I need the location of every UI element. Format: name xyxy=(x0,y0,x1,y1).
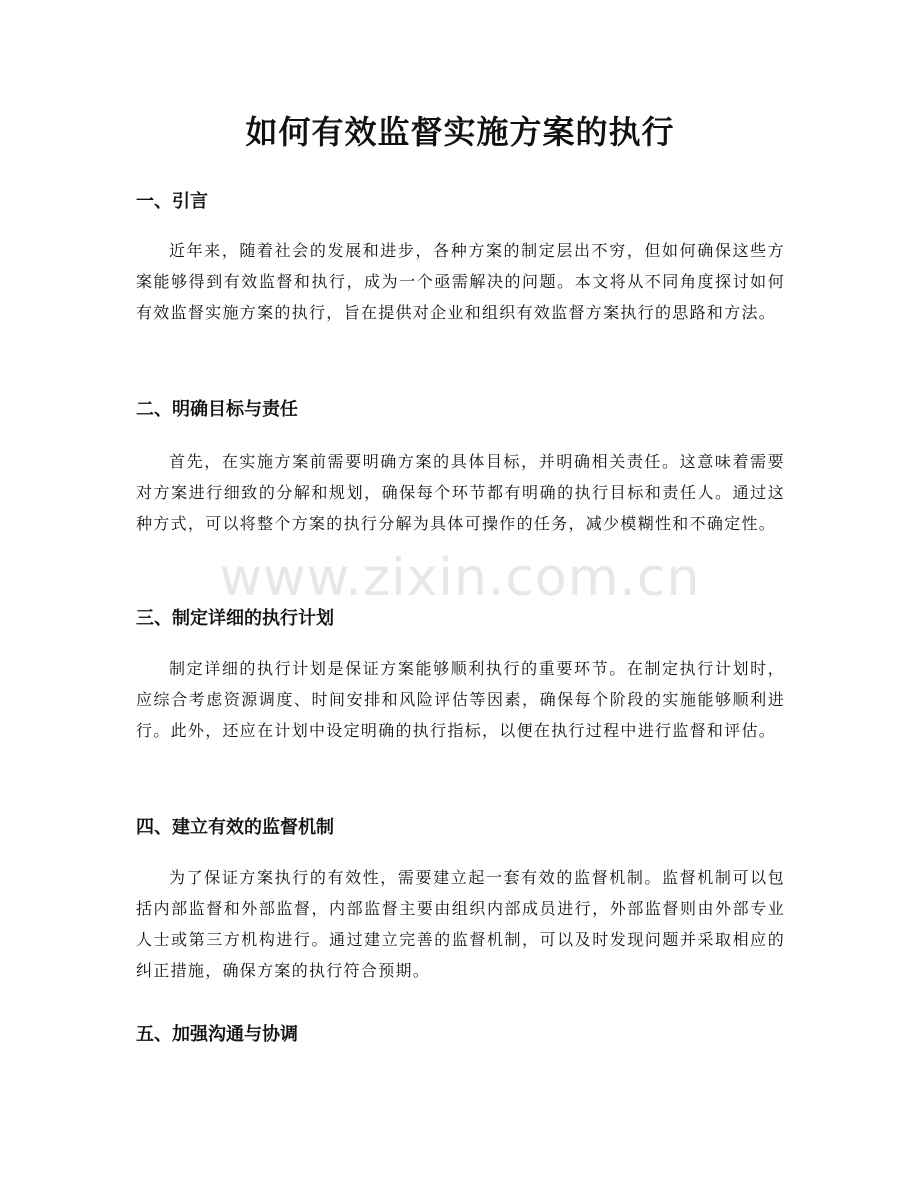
section-heading-supervision: 四、建立有效的监督机制 xyxy=(136,817,334,838)
section-heading-intro: 一、引言 xyxy=(136,191,208,212)
document-title: 如何有效监督实施方案的执行 xyxy=(245,113,675,151)
watermark-text: www.zixin.com.cn xyxy=(219,548,701,608)
section-paragraph-goals: 首先，在实施方案前需要明确方案的具体目标，并明确相关责任。这意味着需要对方案进行细致的分解和规划，确保每个环节都有明确的执行目标和责任人。通过这种方式，可以将整个方案的执行分解为具体可操作的任务，减少模糊性和不确定性。 xyxy=(136,452,785,533)
section-paragraph-supervision: 为了保证方案执行的有效性，需要建立起一套有效的监督机制。监督机制可以包括内部监督和外部监督，内部监督主要由组织内部成员进行，外部监督则由外部专业人士或第三方机构进行。通过建立完善的监督机制，可以及时发现问题并采取相应的纠正措施，确保方案的执行符合预期。 xyxy=(136,868,785,980)
section-heading-goals: 二、明确目标与责任 xyxy=(136,399,298,420)
section-paragraph-plan: 制定详细的执行计划是保证方案能够顺利执行的重要环节。在制定执行计划时，应综合考虑资源调度、时间安排和风险评估等因素，确保每个阶段的实施能够顺利进行。此外，还应在计划中设定明确的执行指标，以便在执行过程中进行监督和评估。 xyxy=(136,659,785,740)
section-paragraph-intro: 近年来，随着社会的发展和进步，各种方案的制定层出不穷，但如何确保这些方案能够得到有效监督和执行，成为一个亟需解决的问题。本文将从不同角度探讨如何有效监督实施方案的执行，旨在提供对企业和组织有效监督方案执行的思路和方法。 xyxy=(136,241,785,322)
section-heading-plan: 三、制定详细的执行计划 xyxy=(136,608,334,629)
section-heading-communication: 五、加强沟通与协调 xyxy=(136,1024,298,1045)
